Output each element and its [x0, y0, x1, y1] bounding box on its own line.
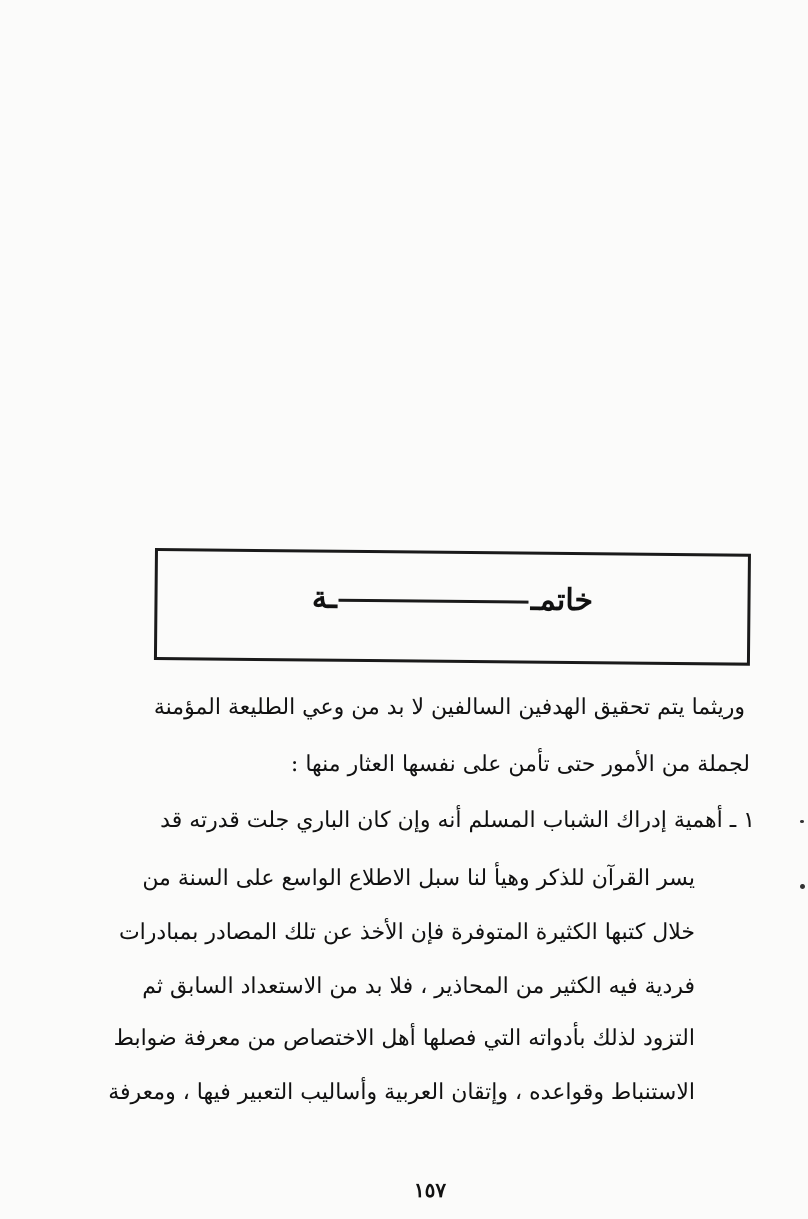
list-item-line-2: يسر القرآن للذكر وهيأ لنا سبل الاطلاع الواسع على السنة من: [142, 866, 695, 891]
scan-speck: [800, 884, 805, 889]
chapter-title: [157, 579, 747, 620]
list-item-line-6: الاستنباط وقواعده ، وإتقان العربية وأساليب التعبير فيها ، ومعرفة: [108, 1080, 695, 1105]
chapter-title-start: خاتمـ: [530, 582, 594, 619]
chapter-title-end: ـة: [311, 580, 338, 616]
intro-line-1: وريثما يتم تحقيق الهدفين السالفين لا بد من وعي الطليعة المؤمنة: [153, 695, 745, 720]
intro-line-2: لجملة من الأمور حتى تأمن على نفسها العثار منها :: [290, 752, 750, 777]
list-item-line-4: فردية فيه الكثير من المحاذير ، فلا بد من الاستعداد السابق ثم: [142, 974, 695, 999]
list-item-line-5: التزود لذلك بأدواته التي فصلها أهل الاختصاص من معرفة ضوابط: [113, 1026, 695, 1051]
list-item-line-3: خلال كتبها الكثيرة المتوفرة فإن الأخذ عن تلك المصادر بمبادرات: [118, 920, 695, 945]
list-item-line-1: [140, 808, 755, 834]
title-kashida-line: [339, 598, 529, 603]
chapter-title-box: [154, 548, 751, 666]
list-item-number: ١ ـ: [729, 808, 755, 833]
scan-speck: [800, 820, 804, 823]
list-item-text: أهمية إدراك الشباب المسلم أنه وإن كان الباري جلت قدرته قد: [160, 808, 723, 833]
page-number: ١٥٧: [413, 1178, 447, 1202]
